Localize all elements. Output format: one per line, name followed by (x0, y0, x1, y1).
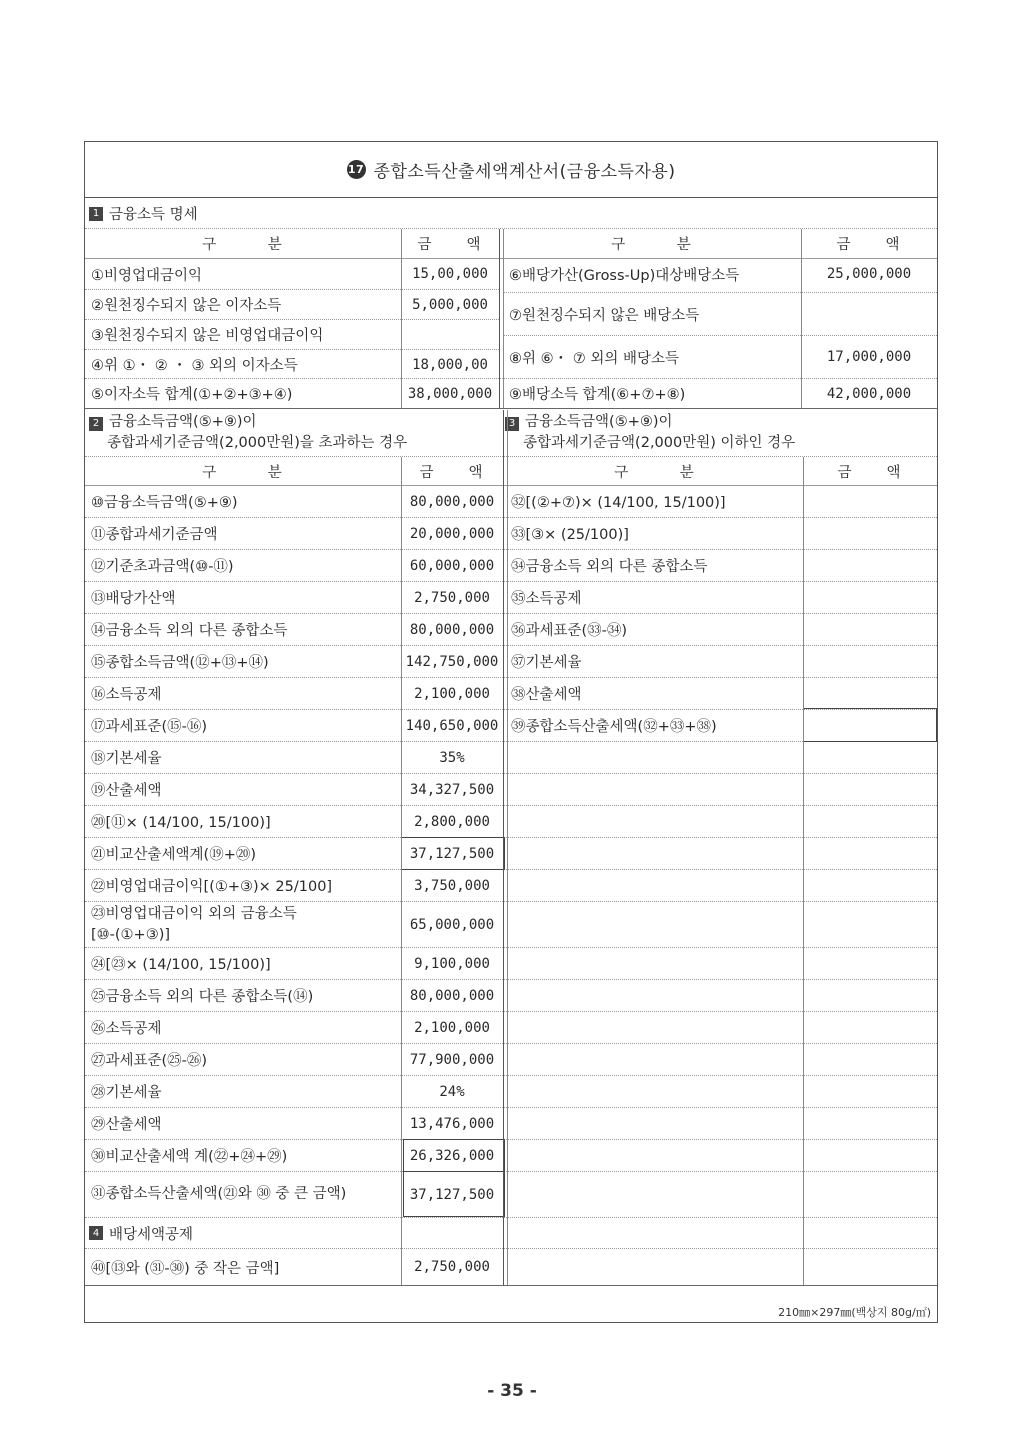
section3-heading (505, 410, 935, 456)
form-title (85, 142, 937, 198)
s3-row-label: ㉝[③× (25/100)] (511, 527, 629, 543)
s2-row-amount: 37,127,500 (409, 845, 495, 862)
section3-mark: 3 (505, 417, 519, 431)
s1-left-row-label: ①비영업대금이익 (91, 267, 203, 284)
section1-mark: 1 (89, 207, 103, 221)
s1-left-row-label: ⑤이자소득 합계(①+②+③+④) (91, 387, 293, 403)
s2-row-label: ⑱기본세율 (91, 751, 162, 767)
s3-col-label-header: 구 분 (614, 464, 696, 481)
highlight-box-30 (403, 1139, 505, 1172)
s3-row-label: ㊴종합소득산출세액(㉜+㉝+㊳) (511, 719, 717, 735)
s2-row-label: ⑳[⑪× (14/100, 15/100)] (91, 815, 271, 831)
section2-heading-line1 (89, 412, 257, 433)
s2-row-amount: 37,127,500 (409, 1186, 495, 1203)
highlight-box-31 (403, 1171, 505, 1217)
s2-row-label: ㉗과세표준(㉕-㉖) (91, 1053, 208, 1069)
highlight-box-39 (803, 708, 937, 742)
s3-col-amount-header: 금 액 (837, 464, 903, 481)
s3-row-amount (803, 518, 937, 549)
s2-row-label: ㉕금융소득 외의 다른 종합소득(⑭) (91, 989, 314, 1005)
s2-row-amount: 142,750,000 (405, 653, 499, 670)
s2-row-label: ㉛종합소득산출세액(㉑와 ㉚ 중 큰 금액) (91, 1186, 347, 1202)
s2-row-label: ⑲산출세액 (91, 783, 162, 799)
s2-row-amount: 13,476,000 (409, 1115, 495, 1132)
s2-row-amount: 9,100,000 (414, 955, 490, 972)
s2-row-amount: 80,000,000 (409, 621, 495, 638)
s2-row-label: ⑯소득공제 (91, 687, 162, 703)
s2-row-label: ㉚비교산출세액 계(㉒+㉔+㉙) (91, 1149, 288, 1165)
s2-row-amount: 2,100,000 (414, 1019, 490, 1036)
s1-right-row-amount (801, 293, 937, 335)
s2-row-label: ㉘기본세율 (91, 1085, 162, 1101)
s2-row-amount: 34,327,500 (409, 781, 495, 798)
s1-right-row-amount: 25,000,000 (826, 266, 912, 282)
s3-row-label: ㊱과세표준(㉝-㉞) (511, 623, 628, 639)
s2-row-amount: 35% (439, 749, 465, 766)
s1-right-row-amount: 42,000,000 (826, 385, 912, 402)
s3-row-amount (803, 646, 937, 677)
s2-row-label: ㉓비영업대금이익 외의 금융소득 [⑩-(①+③)] (91, 905, 297, 943)
s2-row-label: ⑭금융소득 외의 다른 종합소득 (91, 623, 288, 639)
section3-heading-line1-text: 금융소득금액(⑤+⑨)이 (525, 414, 673, 430)
s1-col-left-header: 구 분 (202, 237, 284, 253)
paper-spec-note: 210㎜×297㎜(백상지 80g/㎡) (778, 1306, 931, 1319)
section1-heading (89, 200, 489, 227)
s1-left-row-amount (401, 320, 499, 349)
page-number: - 35 - (487, 1381, 537, 1401)
s3-row-label: ㉟소득공제 (511, 591, 582, 607)
s1-left-row-label: ③원천징수되지 않은 비영업대금이익 (91, 328, 324, 344)
section2-heading (89, 410, 499, 456)
s3-row-amount (803, 614, 937, 645)
s2-row-label: ㉑비교산출세액계(⑲+⑳) (91, 847, 257, 863)
s4-row-amount: 2,750,000 (414, 1259, 490, 1275)
s1-right-row-label: ⑨배당소득 합계(⑥+⑦+⑧) (509, 387, 686, 403)
section4-heading (89, 1218, 499, 1248)
s4-row-label: ㊵[⑬와 (㉛-㉚) 중 작은 금액] (91, 1260, 280, 1277)
s1-right-row-label: ⑧위 ⑥・ ⑦ 외의 배당소득 (509, 350, 679, 367)
s2-row-amount: 2,800,000 (414, 813, 490, 830)
s3-row-label: ㊲기본세율 (511, 655, 582, 671)
s2-row-label: ⑪종합과세기준금액 (91, 527, 218, 543)
s3-row-amount (803, 678, 937, 709)
s3-row-amount (803, 582, 937, 613)
s1-left-row-label: ④위 ①・ ② ・ ③ 외의 이자소득 (91, 358, 298, 374)
form-title-text: 종합소득산출세액계산서(금융소득자용) (373, 162, 676, 182)
section4-heading-text: 배당세액공제 (109, 1226, 194, 1243)
s1-left-row-amount: 15,00,000 (412, 266, 488, 282)
s3-row-amount (803, 486, 937, 517)
s2-row-amount: 3,750,000 (414, 877, 490, 894)
s2-row-amount: 26,326,000 (409, 1147, 495, 1164)
s2-row-amount: 24% (439, 1083, 465, 1100)
s1-left-row-label: ②원천징수되지 않은 이자소득 (91, 298, 282, 314)
s2-row-amount: 80,000,000 (409, 987, 495, 1004)
s2-row-label: ⑫기준초과금액(⑩-⑪) (91, 559, 234, 575)
s2-col-amount-header: 금 액 (419, 464, 485, 481)
s2-col-label-header: 구 분 (202, 464, 284, 481)
s2-row-amount: 140,650,000 (405, 717, 499, 734)
s2-row-amount: 2,750,000 (414, 589, 490, 606)
s1-right-row-amount: 17,000,000 (826, 349, 912, 365)
s1-right-row-label: ⑦원천징수되지 않은 배당소득 (509, 307, 700, 324)
s2-row-label: ⑬배당가산액 (91, 591, 176, 607)
s2-row-amount: 65,000,000 (409, 916, 495, 933)
section2-mark: 2 (89, 417, 103, 431)
s2-row-label: ⑰과세표준(⑮-⑯) (91, 719, 208, 735)
section3-heading-line2: 종합과세기준금액(2,000만원) 이하인 경우 (523, 435, 796, 451)
s3-row-label: ㊳산출세액 (511, 687, 582, 703)
s2-row-label: ㉒비영업대금이익[(①+③)× 25/100] (91, 879, 333, 895)
s2-row-label: ⑮종합소득금액(⑫+⑬+⑭) (91, 655, 269, 671)
s2-row-amount: 60,000,000 (409, 557, 495, 574)
s1-left-row-amount: 18,000,00 (412, 356, 488, 373)
s3-row-amount (803, 550, 937, 581)
s2-row-label: ㉖소득공제 (91, 1021, 162, 1037)
tax-calculation-form (84, 141, 938, 1323)
s3-row-label: ㉞금융소득 외의 다른 종합소득 (511, 559, 708, 575)
s2-row-amount: 77,900,000 (409, 1051, 495, 1068)
s1-col-right-header: 구 분 (611, 237, 693, 253)
s3-row-label: ㉜[(②+⑦)× (14/100, 15/100)] (511, 495, 726, 511)
s2-row-label: ㉔[㉓× (14/100, 15/100)] (91, 957, 271, 973)
title-number-badge: 17 (347, 160, 366, 179)
s2-row-amount: 80,000,000 (409, 493, 495, 510)
section2-heading-line2: 종합과세기준금액(2,000만원)을 초과하는 경우 (107, 435, 408, 451)
section3-heading-line1 (505, 412, 673, 433)
s1-left-row-amount: 5,000,000 (412, 296, 488, 313)
s1-col-amount-header: 금 액 (417, 237, 483, 253)
s1-left-row-amount: 38,000,000 (407, 385, 493, 402)
s1-col-amount2-header: 금 액 (836, 237, 902, 253)
section1-heading-text: 금융소득 명세 (109, 207, 198, 223)
s2-row-amount: 2,100,000 (414, 685, 490, 702)
s2-row-label: ㉙산출세액 (91, 1117, 162, 1133)
s1-right-row-label: ⑥배당가산(Gross-Up)대상배당소득 (509, 267, 740, 284)
section2-heading-line1-text: 금융소득금액(⑤+⑨)이 (109, 414, 257, 430)
highlight-box-21 (401, 837, 505, 870)
section4-mark: 4 (89, 1226, 103, 1240)
s2-row-amount: 20,000,000 (409, 525, 495, 542)
s2-row-label: ⑩금융소득금액(⑤+⑨) (91, 495, 238, 511)
